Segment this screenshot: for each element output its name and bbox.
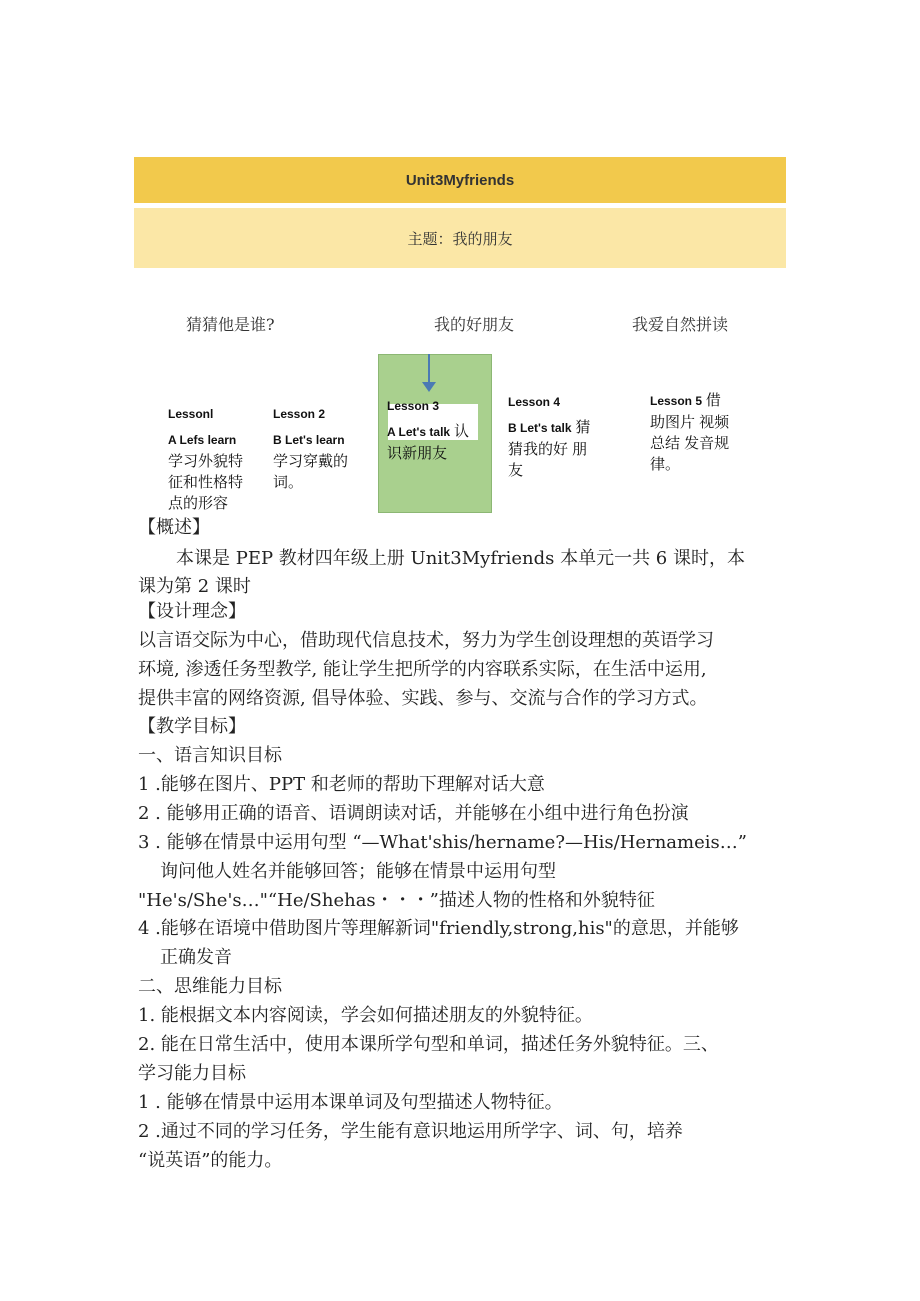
lesson-name: Lesson 2 [273,407,326,421]
theme-text: 主题：我的朋友 [407,229,513,248]
theme-banner [134,208,786,268]
lesson-1 [168,404,254,514]
lesson-title: B Let's talk [508,421,572,435]
goal-item: 4 .能够在语境中借助图片等理解新词"friendly,strong,his"的意思，并能够 [138,918,739,939]
overview-heading: 【概述】 [138,517,210,538]
lesson-desc: 学习外貌特征和性格特点的形容 [168,453,244,512]
lesson-title: B Let's learn [273,433,345,447]
goal-item: "He's∕She's…"“He/Shehas・・・”描述人物的性格和外貌特征 [138,890,655,911]
goal-item: 3 . 能够在情景中运用句型 “—What'shis∕hername?—His/Hernameis…” [138,832,747,853]
lesson-title: A Let's talk [387,425,451,439]
lesson-2 [273,404,361,493]
goal-item: 1 . 能够在情景中运用本课单词及句型描述人物特征。 [138,1092,563,1113]
goal-item: 询问他人姓名并能够回答；能够在情景中运用句型 [160,861,556,882]
unit-title-banner [134,157,786,203]
goal-section-heading: 二、思维能力目标 [138,976,282,997]
goal-item: 1 .能够在图片、PPT 和老师的帮助下理解对话大意 [138,774,545,795]
overview-line: 本课是 PEP 教材四年级上册 Unit3Myfriends 本单元一共 6 课时，本 [176,548,745,569]
goal-item: 2 .通过不同的学习任务，学生能有意识地运用所学字、词、句，培养 [138,1121,683,1142]
goal-section-heading: 一、语言知识目标 [138,745,282,766]
lesson-title: A Lefs learn [168,433,237,447]
goal-item: 正确发音 [160,947,232,968]
goal-item: 1. 能根据文本内容阅读，学会如何描述朋友的外貌特征。 [138,1005,593,1026]
lesson-name: Lesson 4 [508,395,561,409]
overview-line: 课为第 2 课时 [138,576,251,597]
lesson-desc: 认识新朋友 [387,423,469,462]
design-heading: 【设计理念】 [138,601,246,622]
unit-title: Unit3Myfriends [405,171,515,189]
design-line: 环境, 渗透任务型教学, 能让学生把所学的内容联系实际，在生活中运用, [138,659,707,680]
heading-friend: 我的好朋友 [434,315,515,334]
goal-item: “说英语”的能力。 [138,1150,283,1171]
lesson-name: Lesson 5 [650,394,703,408]
arrow-down-icon [428,354,430,384]
lesson-desc: 借助图片 视频总结 发音规律。 [650,392,730,473]
lesson-5 [650,390,732,475]
goal-item: 2. 能在日常生活中，使用本课所学句型和单词，描述任务外貌特征。三、 [138,1034,719,1055]
goal-item: 学习能力目标 [138,1063,246,1084]
design-line: 提供丰富的网络资源, 倡导体验、实践、参与、交流与合作的学习方式。 [138,688,708,709]
lesson-3 [387,396,483,464]
heading-guess: 猜猜他是谁? [186,315,275,334]
lesson-desc: 猜猜我的好 朋友 [508,419,591,479]
arrow-head-icon [422,382,436,392]
heading-phonics: 我爱自然拼读 [632,315,729,334]
lesson-name: Lesson 3 [387,399,440,413]
design-line: 以言语交际为中心，借助现代信息技术，努力为学生创设理想的英语学习 [138,630,714,651]
lesson-4 [508,392,598,481]
goal-item: 2 . 能够用正确的语音、语调朗读对话，并能够在小组中进行角色扮演 [138,803,689,824]
lesson-desc: 学习穿戴的词。 [273,453,349,491]
goals-heading: 【教学目标】 [138,716,246,737]
lesson-name: Lessonl [168,407,214,421]
